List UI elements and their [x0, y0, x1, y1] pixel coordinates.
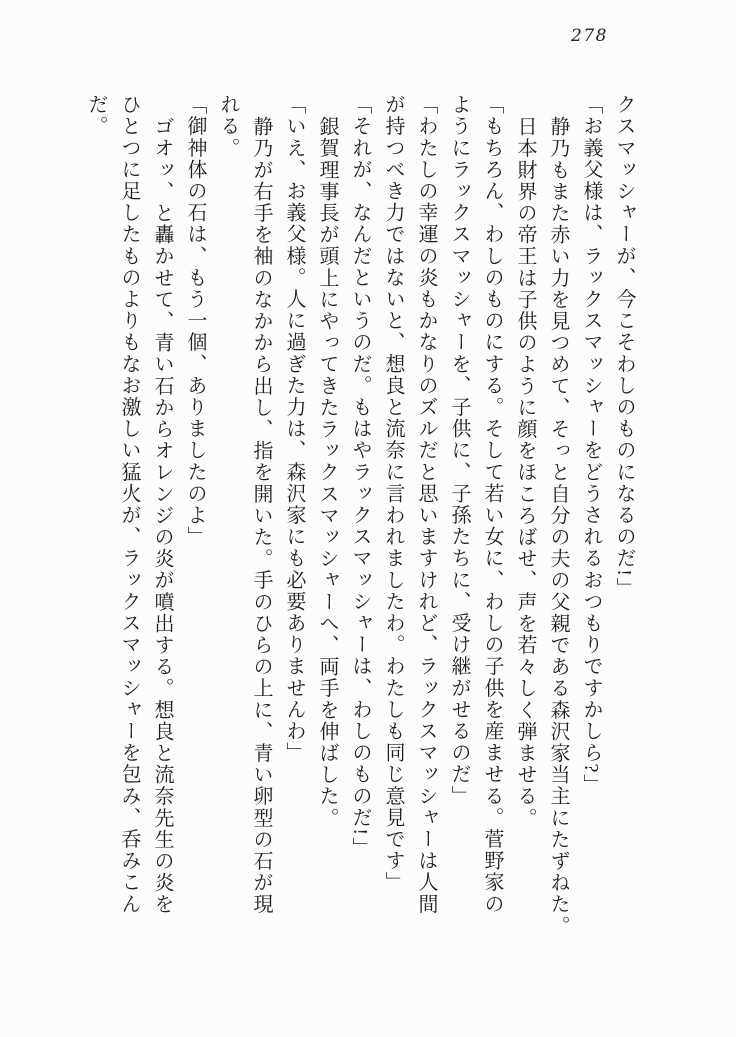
text-line: 静乃が右手を袖のなかから出し、指を開いた。手のひらの上に、青い卵型の石が現: [250, 115, 272, 915]
text-line: 静乃もまた赤い力を見つめて、そっと自分の夫の父親である森沢家当主にたずねた。: [547, 115, 569, 937]
text-line: 日本財界の帝王は子供のように顔をほころばせ、声を若々しく弾ませる。: [514, 115, 536, 829]
page-number: 278: [571, 26, 608, 46]
text-line: 「いえ、お義父様。人に過ぎた力は、森沢家にも必要ありませんわ」: [283, 94, 305, 764]
text-line: 「御神体の石は、もう一個、ありましたのよ」: [184, 94, 206, 548]
text-line: ゴオッ、と轟かせて、青い石からオレンジの炎が噴出する。想良と流奈先生の炎を: [151, 115, 173, 915]
text-line: が持つべき力ではないと、想良と流奈に言われましたわ。わたしも同じ意見です」: [382, 94, 404, 894]
text-block: [78, 94, 640, 976]
text-line: ひとつに足したものよりもなお激しい猛火が、ラックスマッシャーを包み、呑みこん: [118, 94, 140, 915]
text-line: 「お義父様は、ラックスマッシャーをどうされるおつもりですかしら?」: [580, 94, 602, 796]
text-line: ようにラックスマッシャーを、子供に、子孫たちに、受け継がせるのだ」: [448, 94, 470, 807]
text-line: 銀賀理事長が頭上にやってきたラックスマッシャーへ、両手を伸ばした。: [316, 115, 338, 829]
text-line: クスマッシャーが、今こそわしのものになるのだ!」: [613, 94, 635, 600]
text-line: 「もちろん、わしのものにする。そして若い女に、わしの子供を産ませる。菅野家の: [481, 94, 503, 915]
text-line: だ。: [85, 94, 107, 138]
text-line: 「それが、なんだというのだ。もはやラックスマッシャーは、わしのものだ!」: [349, 94, 371, 859]
text-line: れる。: [217, 94, 239, 159]
text-line: 「わたしの幸運の炎もかなりのズルだと思いますけれど、ラックスマッシャーは人間: [415, 94, 437, 915]
